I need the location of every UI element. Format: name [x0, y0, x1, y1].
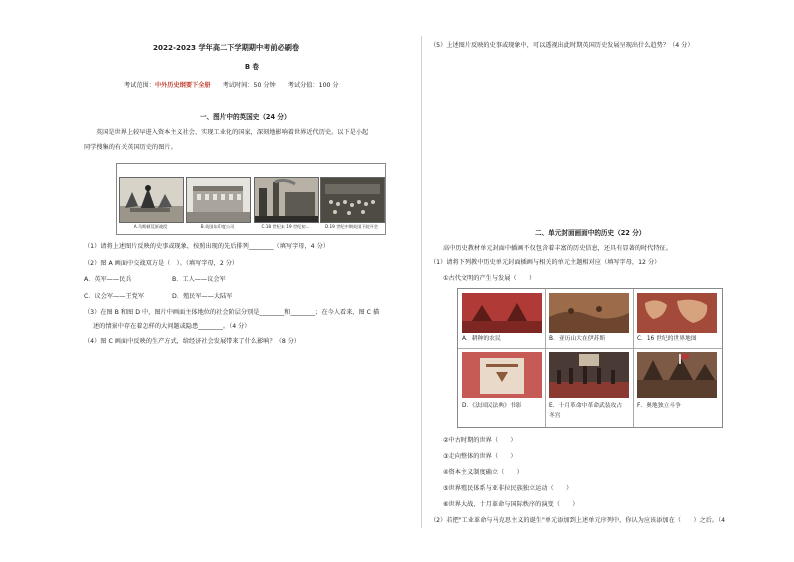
photo-b-caption: B.英国东印度公司	[200, 224, 235, 229]
photo-d-caption: D.19 世纪中期英国下院开会	[324, 224, 379, 229]
column-divider	[421, 36, 422, 528]
section1-heading: 一、图片中的英国史（24 分）	[200, 113, 291, 121]
cover-image-c	[637, 293, 717, 333]
photo-a-battle	[119, 177, 184, 223]
option-d: D．殖民军——大陆军	[172, 293, 233, 300]
cover-image-b	[549, 293, 629, 333]
question-1-1: （1）请将上述图片反映的史事或现象，按照出现的先后排列________（填写字母，4 分）	[84, 243, 329, 250]
question-1-3-line1: （3）在图 B 和图 D 中，图片中画面主体地位的社会阶层分别是________和________；在今人看来，图 C 描	[84, 309, 380, 316]
cover-cell-e	[545, 348, 634, 427]
cover-cell-d	[458, 348, 546, 427]
unit-item-6: ⑥世界大战、十月革命与国际秩序的演变（ ）	[443, 501, 579, 508]
question-2-1: （1）请将下列教中历史单元封面插画与相关的单元主题相对应（填写字母，12 分）	[430, 259, 661, 266]
section1-intro-line1: 英国是世界上较早进入资本主义社会、实现工业化的国家，深刻地影响着世界近代历史。以下是小起	[96, 129, 369, 136]
cover-cell-b	[545, 289, 634, 349]
option-c: C．议会军——王党军	[84, 293, 145, 300]
cover-image-f	[637, 352, 717, 398]
unit-item-1: ①古代文明的产生与发展（ ）	[443, 275, 536, 282]
photo-b-company	[186, 177, 251, 223]
scope-value: 中外历史纲要下全册	[154, 82, 211, 89]
photo-d-parliament	[320, 177, 385, 223]
cover-label-f: F．奥地独立斗争	[637, 403, 681, 409]
cover-label-e-line2: 冬宫	[549, 413, 561, 419]
exam-time: 考试时间：50 分钟	[222, 82, 276, 89]
cover-label-d: D．《法国民法典》书影	[462, 403, 522, 409]
scope-label: 考试范围：	[124, 82, 155, 89]
question-1-3-line2: 述的情景中存在着怎样的大问题或隐患________。（4 分）	[93, 323, 251, 330]
exam-title: 2022-2023 学年高二下学期期中考前必刷卷	[153, 43, 300, 52]
cover-label-a: A．耕种的农民	[462, 336, 501, 342]
question-2-2: （2）若把"工业革命与马克思主义的诞生"单元添加到上述单元序列中，你认为应该添加在（ ）之后。（4	[430, 517, 726, 524]
cover-image-e	[549, 352, 629, 398]
cover-cell-f	[633, 348, 722, 427]
cover-label-b: B．亚历山大在伊苏斯	[549, 336, 606, 342]
photo-c-caption: C.18 世纪末 19 世纪初...	[261, 224, 310, 229]
question-1-2: （2）图 A 画面中交战双方是（ ）。（填写字母，2 分）	[84, 260, 239, 267]
cover-label-e: E．十月革命中革命武装攻占	[549, 403, 623, 409]
exam-info-line	[124, 82, 339, 90]
unit-item-2: ②中古时期的世界（ ）	[443, 437, 517, 444]
cover-cell-c	[633, 289, 722, 349]
exam-score: 考试分值：100 分	[287, 82, 339, 89]
section1-intro-line2: 同学搜集的有关英国历史的图片。	[84, 144, 177, 151]
unit-item-3: ③走向整体的世界（ ）	[443, 453, 517, 460]
cover-cell-a	[458, 289, 546, 349]
paper-label: B 卷	[245, 63, 259, 71]
unit-item-4: ④资本主义制度确立（ ）	[443, 469, 523, 476]
cover-label-c: C．16 世纪的世界地图	[637, 336, 697, 342]
question-1-5: （5）上述图片反映的史事或现象中，可以透视出此时期英国历史发展呈现出什么趋势？（4 分）	[430, 42, 694, 49]
section2-intro: 高中历史教材单元封面中插画不仅包含着丰富的历史信息，还具有显著的时代特征。	[443, 245, 672, 252]
option-a: A．英军——民兵	[84, 276, 132, 283]
option-b: B．工人——议会军	[172, 276, 226, 283]
photo-c-factory	[254, 177, 319, 223]
unit-item-5: ⑤世界殖民体系与亚非拉民族独立运动（ ）	[443, 485, 573, 492]
cover-image-a	[462, 293, 542, 333]
cover-image-d	[462, 352, 542, 398]
photo-a-caption: A.马斯顿荒原战役	[133, 224, 168, 229]
section2-heading: 二、单元封面画面中的历史（22 分）	[535, 229, 646, 237]
cover-image-grid	[457, 288, 723, 428]
photo-figure-row	[116, 163, 386, 235]
question-1-4: （4）图 C 画面中反映的生产方式，给经济社会发展带来了什么影响？（8 分）	[84, 338, 301, 345]
